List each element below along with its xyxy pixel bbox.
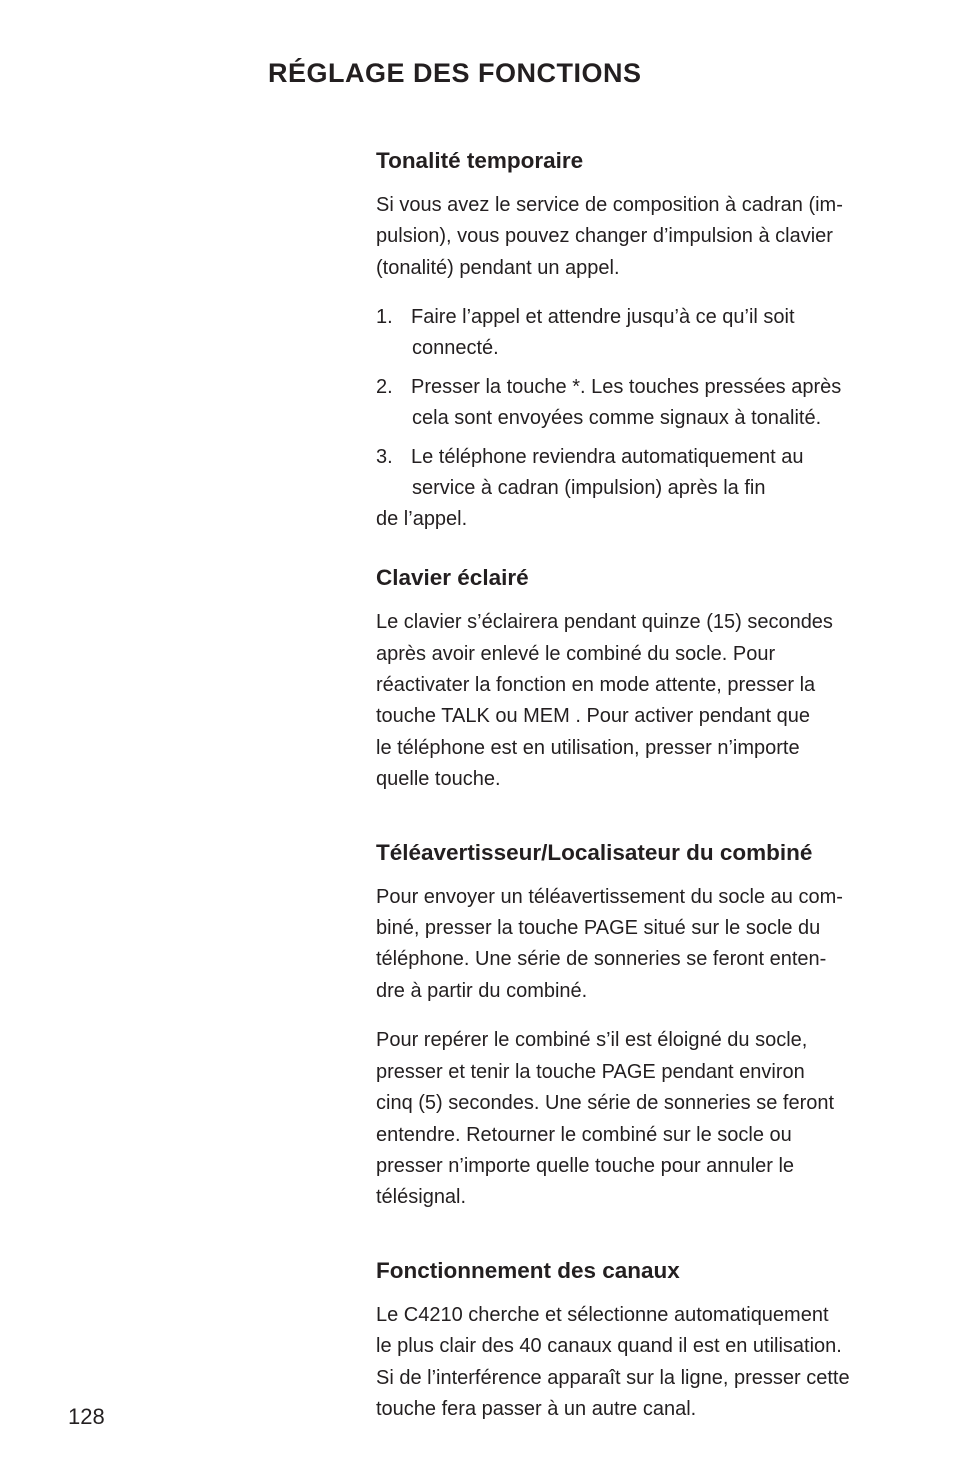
steps-list [376, 302, 906, 535]
step-text: connecté. [412, 337, 499, 360]
page-content [376, 144, 906, 1443]
step-number: 3. [376, 446, 393, 469]
paragraph [376, 882, 906, 1008]
paragraph-line: Si vous avez le service de composition à cadran (im- [376, 194, 843, 216]
paragraph-line: dre à partir du combiné. [376, 979, 588, 1002]
paragraph-line: le téléphone est en utilisation, presser n’importe [376, 736, 800, 759]
paragraph-line: (tonalité) pendant un appel. [376, 256, 620, 279]
list-item [376, 302, 906, 364]
step-text: cela sont envoyées comme signaux à tonalité. [412, 407, 822, 430]
paragraph-line: après avoir enlevé le combiné du socle. Pour [376, 642, 776, 665]
step-text: Faire l’appel et attendre jusqu’à ce qu’il soit [411, 306, 795, 329]
paragraph-line: entendre. Retourner le combiné sur le socle ou [376, 1123, 792, 1146]
page-title: RÉGLAGE DES FONCTIONS [268, 58, 642, 88]
section-channel-operation [376, 1254, 906, 1426]
section-heading: Clavier éclairé [376, 565, 529, 591]
step-text: service à cadran (impulsion) après la fin [412, 477, 766, 500]
paragraph-line: Le C4210 cherche et sélectionne automatiquement [376, 1303, 829, 1326]
section-lit-keypad [376, 561, 906, 795]
paragraph-line: Pour envoyer un téléavertissement du socle au com- [376, 885, 843, 908]
paragraph-line: touche fera passer à un autre canal. [376, 1397, 697, 1420]
list-item [376, 372, 906, 434]
paragraph-line: Pour repérer le combiné s’il est éloigné du socle, [376, 1029, 808, 1052]
paragraph-line: quelle touche. [376, 768, 501, 791]
section-heading: Téléavertisseur/Localisateur du combiné [376, 839, 813, 865]
step-text: de l’appel. [376, 508, 468, 531]
paragraph-line: téléphone. Une série de sonneries se feront enten- [376, 948, 827, 971]
paragraph-line: télésignal. [376, 1186, 467, 1209]
paragraph-line: biné, presser la touche PAGE situé sur le socle du [376, 917, 821, 940]
list-item [376, 442, 906, 535]
section-heading: Fonctionnement des canaux [376, 1257, 680, 1283]
paragraph [376, 190, 906, 284]
section-heading: Tonalité temporaire [376, 148, 584, 173]
paragraph-line: cinq (5) secondes. Une série de sonneries se feront [376, 1092, 835, 1115]
paragraph [376, 1025, 906, 1213]
paragraph-line: touche TALK ou MEM . Pour activer pendant que [376, 705, 810, 728]
paragraph-line: pulsion), vous pouvez changer d’impulsion à clavier [376, 225, 833, 248]
step-text: Presser la touche *. Les touches pressées après [411, 376, 842, 399]
step-number: 1. [376, 306, 393, 329]
section-handset-pager [376, 836, 906, 1214]
paragraph-line: presser et tenir la touche PAGE pendant environ [376, 1060, 805, 1083]
paragraph-line: Le clavier s’éclairera pendant quinze (15) secondes [376, 611, 833, 634]
step-number: 2. [376, 376, 393, 399]
paragraph-line: le plus clair des 40 canaux quand il est en utilisation. [376, 1335, 842, 1358]
paragraph-line: réactivater la fonction en mode attente, presser la [376, 674, 816, 697]
step-text: Le téléphone reviendra automatiquement au [411, 446, 804, 469]
page-number: 128 [68, 1404, 105, 1429]
paragraph [376, 1300, 906, 1426]
paragraph [376, 607, 906, 795]
paragraph-line: presser n’importe quelle touche pour annuler le [376, 1154, 795, 1177]
section-temporary-tone [376, 144, 906, 535]
paragraph-line: Si de l’interférence apparaît sur la ligne, presser cette [376, 1366, 850, 1389]
